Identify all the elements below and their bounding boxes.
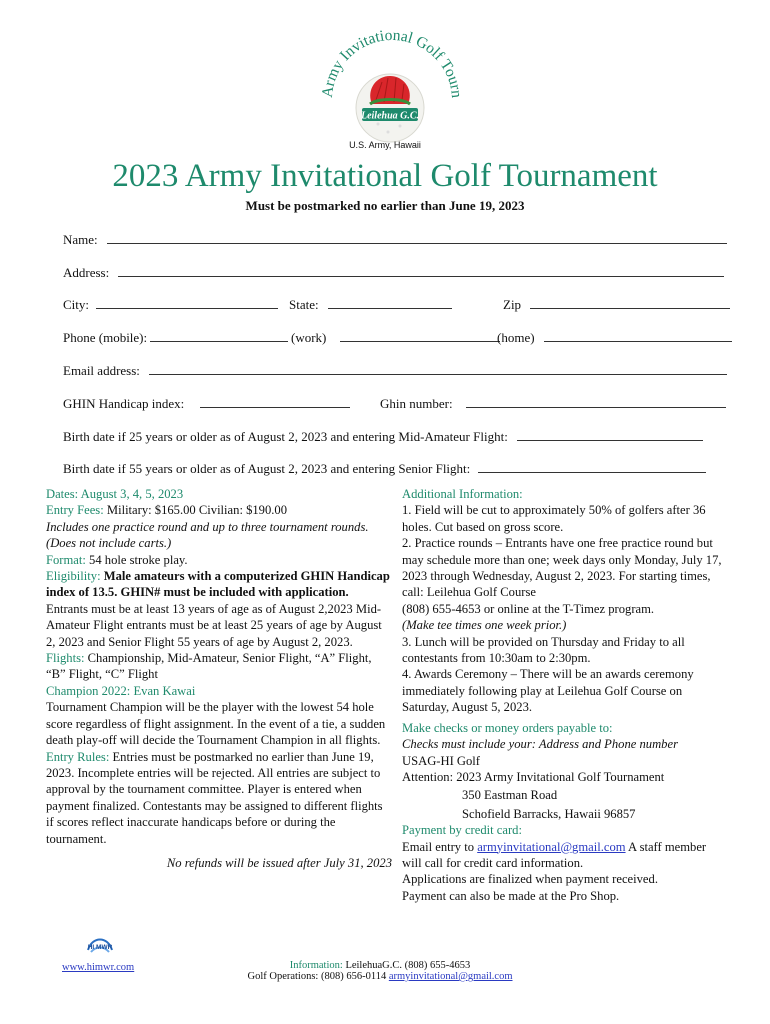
postmark-notice: Must be postmarked no earlier than June 19, 2023 bbox=[245, 198, 525, 213]
badge-text: HI MWR bbox=[87, 944, 113, 951]
name-label: Name: bbox=[63, 232, 98, 247]
format-value: 54 hole stroke play. bbox=[85, 552, 188, 567]
city-line[interactable] bbox=[96, 297, 278, 309]
ghin-number-line[interactable] bbox=[466, 396, 726, 408]
phone-mobile-field[interactable] bbox=[63, 330, 288, 346]
birth-senior-label: Birth date if 55 years or older as of August 2, 2023 and entering Senior Flight: bbox=[63, 461, 471, 476]
birth-mid-amateur-field[interactable] bbox=[63, 429, 703, 445]
payable-heading: Make checks or money orders payable to: bbox=[402, 720, 613, 735]
location-caption: U.S. Army, Hawaii bbox=[349, 140, 421, 150]
city-label: City: bbox=[63, 297, 90, 312]
himwr-badge-icon bbox=[84, 930, 116, 958]
additional-info-heading: Additional Information: bbox=[402, 487, 523, 501]
entry-fees bbox=[46, 502, 392, 518]
payee: USAG-HI Golf bbox=[402, 753, 481, 768]
right-column bbox=[402, 486, 726, 904]
footer-info-label: Information: bbox=[289, 960, 343, 971]
state-line[interactable] bbox=[328, 297, 452, 309]
flights-label: Flights: bbox=[46, 651, 85, 666]
ghin-number-label: Ghin number: bbox=[380, 396, 453, 411]
flights bbox=[46, 650, 392, 683]
email-entry-prefix: Email entry to bbox=[402, 839, 478, 854]
flights-value: Championship, Mid-Amateur, Senior Flight, “A” Flight, “B” Flight, “C” Flight bbox=[46, 651, 372, 682]
birth-senior-line[interactable] bbox=[478, 461, 706, 473]
email-link[interactable]: armyinvitational@gmail.com bbox=[477, 839, 626, 854]
address-line[interactable] bbox=[118, 265, 724, 277]
ghin-handicap-line[interactable] bbox=[200, 396, 350, 408]
email-label: Email address: bbox=[63, 363, 140, 378]
finalized-note: Applications are finalized when payment received. bbox=[402, 872, 658, 887]
city-address: Schofield Barracks, Hawaii 96857 bbox=[462, 806, 636, 821]
info-item-2-phone: (808) 655-4653 or online at the T-Timez program. bbox=[402, 601, 655, 616]
tournament-dates: Dates: August 3, 4, 5, 2023 bbox=[46, 487, 184, 501]
entry-fees-label: Entry Fees: bbox=[46, 503, 104, 518]
format bbox=[46, 552, 392, 568]
phone-mobile-label: Phone (mobile): bbox=[63, 330, 148, 345]
name-line[interactable] bbox=[107, 232, 727, 244]
street-address: 350 Eastman Road bbox=[462, 788, 558, 803]
footer-email-link[interactable]: armyinvitational@gmail.com bbox=[388, 971, 513, 982]
attention-line: Attention: 2023 Army Invitational Golf Tournament bbox=[402, 769, 665, 784]
address-field[interactable] bbox=[63, 265, 724, 281]
entry-rules bbox=[46, 749, 392, 847]
format-label: Format: bbox=[46, 552, 86, 567]
entrant-age-rules: Entrants must be at least 13 years of age as of August 2,2023 Mid-Amateur Flight entrants must be at least 25 years of age by August 2, 2023 and Senior Flight 55 years of age by August 2, 2023. bbox=[46, 601, 382, 649]
info-item-3: 3. Lunch will be provided on Thursday and Friday to all contestants from 10:30am to 2:30pm. bbox=[402, 634, 685, 666]
address-label: Address: bbox=[63, 265, 110, 280]
info-item-2-note: (Make tee times one week prior.) bbox=[402, 618, 567, 633]
champion-2022: Champion 2022: Evan Kawai bbox=[46, 683, 196, 698]
info-item-4: 4. Awards Ceremony – There will be an awards ceremony immediately following play at Leilehua Golf Course on Saturday, August 5, 2023. bbox=[402, 667, 694, 715]
birth-senior-field[interactable] bbox=[63, 461, 706, 477]
champion-rules: Tournament Champion will be the player with the lowest 54 hole score regardless of flight assignment. In the event of a tie, a sudden death play-off will decide the Tournament Champion in all flights. bbox=[46, 700, 386, 748]
footer-info-value: LeilehuaG.C. (808) 655-4653 bbox=[342, 960, 471, 971]
zip-field[interactable] bbox=[503, 297, 730, 313]
ghin-handicap-label: GHIN Handicap index: bbox=[63, 396, 185, 411]
city-field[interactable] bbox=[63, 297, 278, 313]
info-item-1: 1. Field will be cut to approximately 50% of golfers after 36 holes. Cut based on gross score. bbox=[402, 503, 706, 534]
state-label: State: bbox=[289, 297, 319, 312]
email-line[interactable] bbox=[149, 363, 727, 375]
birth-mid-amateur-label: Birth date if 25 years or older as of August 2, 2023 and entering Mid-Amateur Flight: bbox=[63, 429, 508, 444]
pro-shop-note: Payment can also be made at the Pro Shop. bbox=[402, 888, 620, 903]
eligibility-label: Eligibility: bbox=[46, 569, 101, 584]
tournament-logo bbox=[310, 12, 470, 152]
ghin-number-field[interactable] bbox=[380, 396, 726, 412]
email-entry-suffix: A staff member will call for credit card information. bbox=[402, 839, 707, 870]
eligibility bbox=[46, 568, 392, 601]
phone-work-field[interactable] bbox=[291, 330, 500, 346]
email-field[interactable] bbox=[63, 363, 727, 379]
logo-arc-text: Army Invitational Golf Tourn bbox=[318, 26, 466, 99]
phone-home-field[interactable] bbox=[497, 330, 732, 346]
page-title: 2023 Army Invitational Golf Tournament bbox=[112, 158, 658, 194]
zip-line[interactable] bbox=[530, 297, 730, 309]
zip-label: Zip bbox=[503, 297, 522, 312]
website-link[interactable]: www.himwr.com bbox=[62, 962, 135, 973]
footer-ops: Golf Operations: (808) 656-0114 bbox=[247, 971, 389, 982]
birth-mid-amateur-line[interactable] bbox=[517, 429, 703, 441]
footer-info bbox=[180, 960, 580, 982]
left-column bbox=[46, 486, 392, 871]
ghin-handicap-field[interactable] bbox=[63, 396, 350, 412]
email-entry-text bbox=[402, 839, 726, 872]
logo-club-text: Leilehua G.C. bbox=[360, 110, 420, 122]
phone-home-label: (home) bbox=[497, 330, 535, 345]
phone-home-line[interactable] bbox=[544, 330, 732, 342]
state-field[interactable] bbox=[289, 297, 452, 313]
entry-rules-value: Entries must be postmarked no earlier than June 19, 2023. Incomplete entries will be rejected. All entries are subject to approval by the tournament committee. Player is entered when payment finalized. Contestants may be assigned to different flights if scores reflect inaccurate handicaps before or during the tournament. bbox=[46, 749, 383, 846]
phone-work-label: (work) bbox=[291, 330, 327, 345]
entry-rules-label: Entry Rules: bbox=[46, 749, 110, 764]
credit-card-heading: Payment by credit card: bbox=[402, 823, 522, 838]
eligibility-value: Male amateurs with a computerized GHIN Handicap index of 13.5. GHIN# must be included with application. bbox=[46, 569, 390, 600]
entry-fees-value: Military: $165.00 Civilian: $190.00 bbox=[103, 503, 288, 518]
fees-includes-note: Includes one practice round and up to three tournament rounds. (Does not include carts.) bbox=[46, 519, 369, 551]
info-item-2: 2. Practice rounds – Entrants have one free practice round but may schedule more than one; week days only Monday, July 17, 2023 through Wednesday, August 2, 2023. For starting times, call: Leilehua Golf Course bbox=[402, 536, 722, 600]
phone-work-line[interactable] bbox=[340, 330, 500, 342]
phone-mobile-line[interactable] bbox=[150, 330, 288, 342]
name-field[interactable] bbox=[63, 232, 727, 248]
no-refunds-note: No refunds will be issued after July 31, 2023 bbox=[166, 855, 392, 870]
checks-note: Checks must include your: Address and Phone number bbox=[402, 737, 678, 752]
